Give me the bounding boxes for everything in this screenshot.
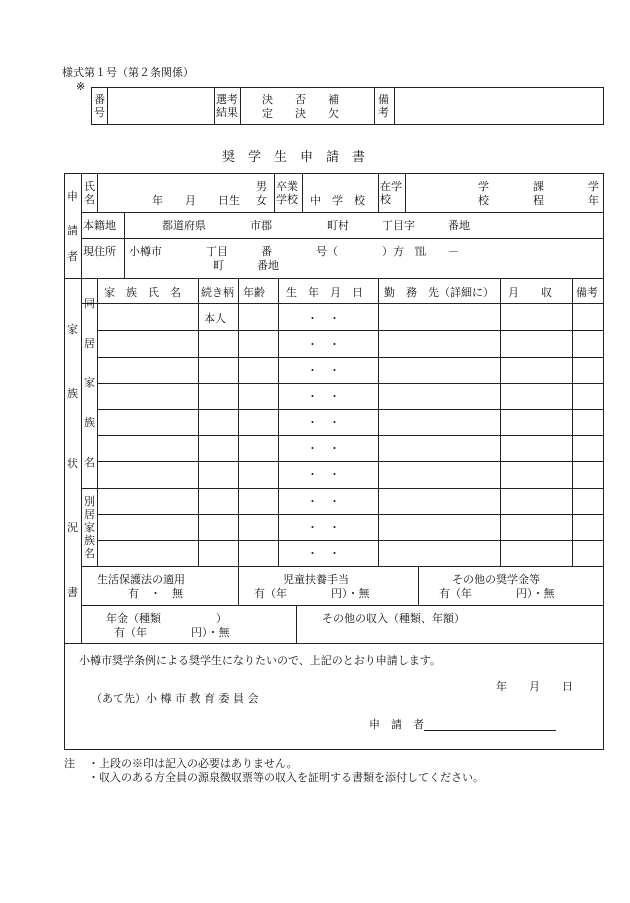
other-income-label: その他の収入（種類、年額） [322, 612, 465, 625]
selection-result-label: 選考結果 [216, 93, 238, 119]
col-age: 年齢 [243, 286, 265, 299]
form-number: 様式第１号（第２条関係） [62, 66, 194, 79]
sex-male[interactable]: 男 [256, 180, 267, 193]
col-monthly-income: 月 収 [508, 286, 552, 299]
note-2: ・収入のある方全員の源泉徴収票等の収入を証明する書類を添付してください。 [88, 771, 484, 784]
decision-row-2: 定 決 欠 [262, 107, 339, 120]
declaration-date[interactable]: 年 月 日 [496, 680, 573, 693]
office-use-mark: ※ [76, 80, 86, 93]
child-allowance-value[interactable]: 有（年 円）・無 [254, 587, 370, 600]
domicile-value[interactable]: 都道府県 市郡 町村 丁目字 番地 [162, 219, 470, 232]
applicant-side-label-2: 請 [67, 224, 78, 237]
separate-family-label: 別居家族名 [84, 495, 95, 560]
remarks-label: 備考 [378, 93, 389, 119]
signature-line[interactable] [424, 730, 556, 731]
addressee: （あて先）小 樽 市 教 育 委 員 会 [91, 692, 259, 705]
family-side-label-3: 状 [67, 457, 78, 470]
number-label: 番号 [94, 93, 105, 119]
cohabit-label-1: 同 [84, 297, 95, 310]
address-line-1[interactable]: 小樽市 丁目 番 号（ ）方 ℡ － [129, 245, 459, 258]
col-remarks: 備考 [576, 286, 598, 299]
welfare-value[interactable]: 有 ・ 無 [128, 587, 183, 600]
dob-marks: ・ ・ [307, 521, 340, 534]
applicant-signature-label: 申 請 者 [369, 718, 424, 731]
note-1: ・上段の※印は記入の必要はありません。 [88, 757, 298, 770]
pension-label: 年金（種類 ） [106, 612, 227, 625]
form-title: 奨 学 生 申 請 書 [222, 150, 366, 165]
cohabit-label-5: 名 [84, 456, 95, 469]
birth-date-label: 年 月 日生 [152, 194, 240, 207]
address-label: 現住所 [83, 245, 116, 258]
child-allowance-label: 児童扶養手当 [283, 573, 349, 586]
name-label: 氏名 [84, 180, 95, 206]
current-school-label: 在学校 [380, 180, 402, 206]
graduated-school-value: 中 学 校 [310, 194, 365, 207]
dob-marks: ・ ・ [307, 364, 340, 377]
decision-row-1: 決 否 補 [262, 93, 339, 106]
graduated-school-label: 卒業学校 [276, 180, 298, 206]
cohabit-label-2: 居 [84, 337, 95, 350]
dob-marks: ・ ・ [307, 338, 340, 351]
dob-marks: ・ ・ [307, 312, 340, 325]
other-scholarship-label: その他の奨学金等 [452, 573, 540, 586]
cohabit-label-3: 家 [84, 376, 95, 389]
other-scholarship-value[interactable]: 有（年 円）・無 [439, 587, 555, 600]
family-side-label-4: 況 [67, 521, 78, 534]
family-side-label-2: 族 [67, 387, 78, 400]
dob-marks: ・ ・ [307, 416, 340, 429]
dob-marks: ・ ・ [307, 495, 340, 508]
current-school-row-2: 校 程 年 [478, 194, 599, 207]
pension-value[interactable]: 有（年 円）・無 [114, 626, 230, 639]
first-row-relation: 本人 [204, 312, 226, 325]
note-label: 注 [64, 757, 75, 770]
dob-marks: ・ ・ [307, 547, 340, 560]
declaration-text: 小樽市奨学条例による奨学生になりたいので、上記のとおり申請します。 [79, 654, 441, 667]
welfare-label: 生活保護法の適用 [97, 573, 185, 586]
dob-marks: ・ ・ [307, 442, 340, 455]
number-field[interactable] [109, 89, 213, 123]
cohabit-label-4: 族 [84, 416, 95, 429]
family-side-label-5: 書 [67, 586, 78, 599]
col-family-name: 家 族 氏 名 [104, 286, 181, 299]
domicile-label: 本籍地 [83, 219, 116, 232]
dob-marks: ・ ・ [307, 390, 340, 403]
current-school-row-1: 学 課 学 [478, 180, 599, 193]
dob-marks: ・ ・ [307, 468, 340, 481]
col-relation: 続き柄 [201, 286, 234, 299]
sex-female[interactable]: 女 [256, 194, 267, 207]
address-line-2: 町 番地 [213, 259, 279, 272]
applicant-side-label-3: 者 [67, 250, 78, 263]
col-birthdate: 生 年 月 日 [286, 286, 363, 299]
applicant-side-label-1: 申 [67, 190, 78, 203]
remarks-field[interactable] [396, 89, 602, 123]
col-workplace: 勤 務 先（詳細に） [384, 286, 494, 299]
family-side-label-1: 家 [67, 323, 78, 336]
